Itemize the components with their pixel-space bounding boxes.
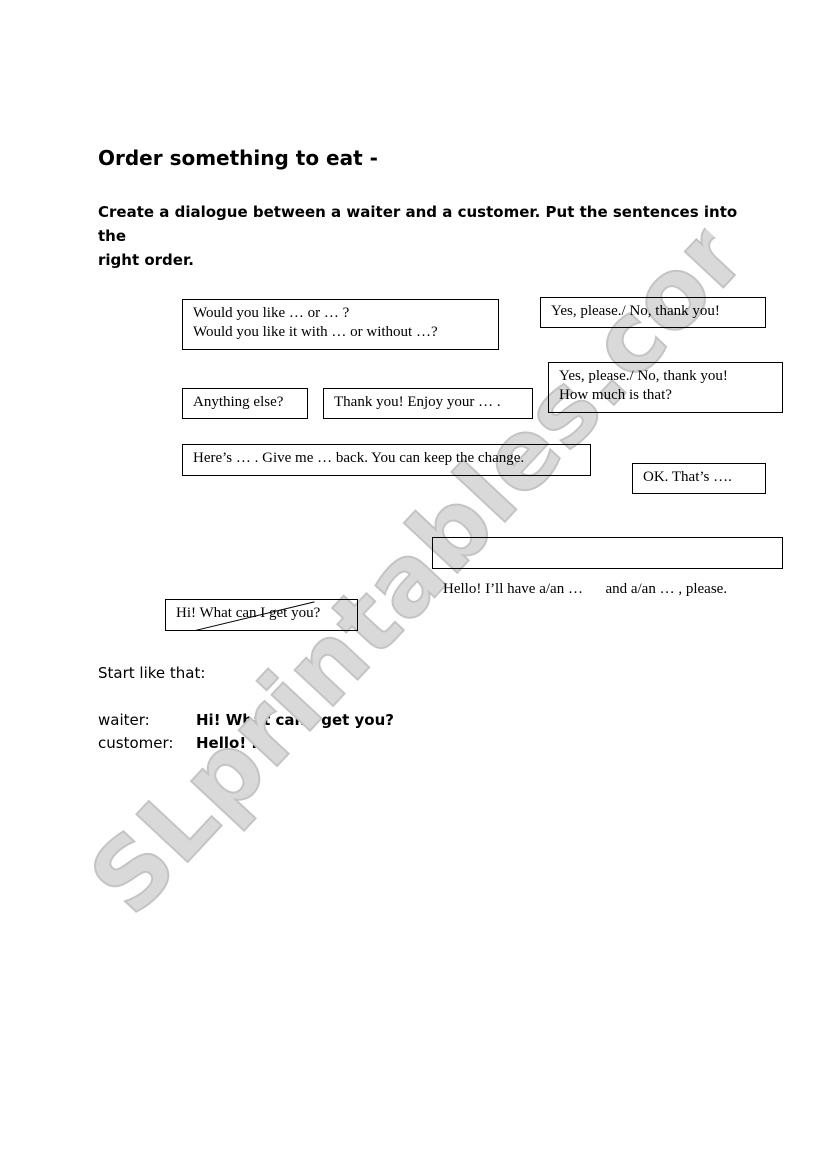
sentence-box-hello-ill-have [432,537,783,597]
sentence-box-would-you-like [182,299,499,350]
dialogue-line: Hello! ... [196,734,269,752]
dialogue-line: Hi! What can I get you? [196,711,394,729]
page-title: Order something to eat - [98,146,378,170]
role-label: customer: [98,734,174,752]
start-label: Start like that: [98,664,206,682]
role-label: waiter: [98,711,150,729]
sentence-text: Hello! I’ll have a/an … and a/an … , please. [443,581,728,597]
sentence-text: Would you like it with … or without …? [193,324,438,340]
cross-out-line [166,600,357,630]
sentence-text: Here’s … . Give me … back. You can keep the change. [193,450,525,466]
sentence-text: Would you like … or … ? [193,305,350,321]
sentence-box-hi-what-crossed-out [165,599,358,631]
sentence-box-yes-please-how-much [548,362,783,413]
sentence-text: Anything else? [193,394,284,410]
sentence-box-thank-you [323,388,533,419]
sentence-text: Thank you! Enjoy your … . [334,394,501,410]
sentence-box-anything-else [182,388,308,419]
sentence-box-yes-please [540,297,766,328]
sentence-text: OK. That’s …. [643,469,732,485]
sentence-box-ok-thats [632,463,766,494]
sentence-text: How much is that? [559,387,672,403]
sentence-text: Hi! What can I get you? [176,605,321,621]
sentence-text: Yes, please./ No, thank you! [559,368,728,384]
instructions-line-1: Create a dialogue between a waiter and a customer. Put the sentences into the [98,203,738,245]
instructions-line-2: right order. [98,251,194,269]
sentence-text: Yes, please./ No, thank you! [551,303,720,319]
sentence-box-heres [182,444,591,476]
